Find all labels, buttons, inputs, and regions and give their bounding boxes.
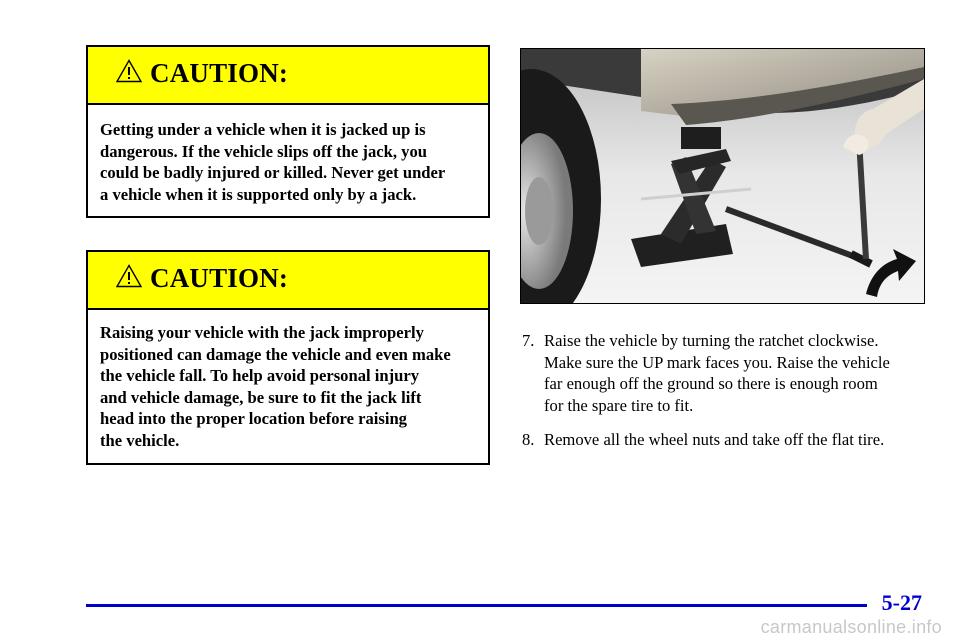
step-7 bbox=[522, 330, 932, 416]
caution-box-jack-position bbox=[86, 250, 490, 465]
caution-header bbox=[88, 252, 488, 310]
warning-triangle-icon bbox=[116, 59, 142, 83]
caution-line: the vehicle. bbox=[100, 430, 180, 450]
jack-photo bbox=[520, 48, 925, 304]
caution-title: CAUTION: bbox=[150, 58, 289, 88]
caution-line: head into the proper location before raising bbox=[100, 409, 407, 428]
caution-text bbox=[88, 105, 488, 215]
caution-title: CAUTION: bbox=[150, 263, 289, 293]
instruction-steps bbox=[522, 330, 932, 464]
step-line: Raise the vehicle by turning the ratchet clockwise. bbox=[544, 331, 879, 350]
step-number: 8. bbox=[522, 430, 535, 449]
caution-line: positioned can damage the vehicle and even make bbox=[100, 344, 451, 364]
watermark: carmanualsonline.info bbox=[760, 617, 942, 637]
step-line: Remove all the wheel nuts and take off the flat tire. bbox=[544, 430, 885, 449]
page-number: 5-27 bbox=[881, 590, 922, 615]
caution-line: dangerous. If the vehicle slips off the jack, you bbox=[100, 141, 427, 161]
footer-rule bbox=[86, 604, 867, 607]
caution-line: Getting under a vehicle when it is jacked up is bbox=[100, 120, 426, 139]
step-number: 7. bbox=[522, 331, 535, 350]
caution-line: a vehicle when it is supported only by a jack. bbox=[100, 184, 417, 204]
caution-text bbox=[88, 310, 488, 461]
step-line: for the spare tire to fit. bbox=[544, 395, 694, 415]
caution-box-jacked-vehicle bbox=[86, 45, 490, 218]
caution-line: the vehicle fall. To help avoid personal injury bbox=[100, 366, 419, 385]
caution-line: and vehicle damage, be sure to fit the jack lift bbox=[100, 387, 422, 407]
caution-line: Raising your vehicle with the jack improperly bbox=[100, 323, 424, 342]
jack-illustration bbox=[521, 49, 924, 303]
step-8 bbox=[522, 429, 932, 451]
caution-header bbox=[88, 47, 488, 105]
step-line: far enough off the ground so there is enough room bbox=[544, 374, 878, 393]
step-line: Make sure the UP mark faces you. Raise the vehicle bbox=[544, 352, 890, 372]
caution-line: could be badly injured or killed. Never get under bbox=[100, 163, 446, 182]
warning-triangle-icon bbox=[116, 264, 142, 288]
